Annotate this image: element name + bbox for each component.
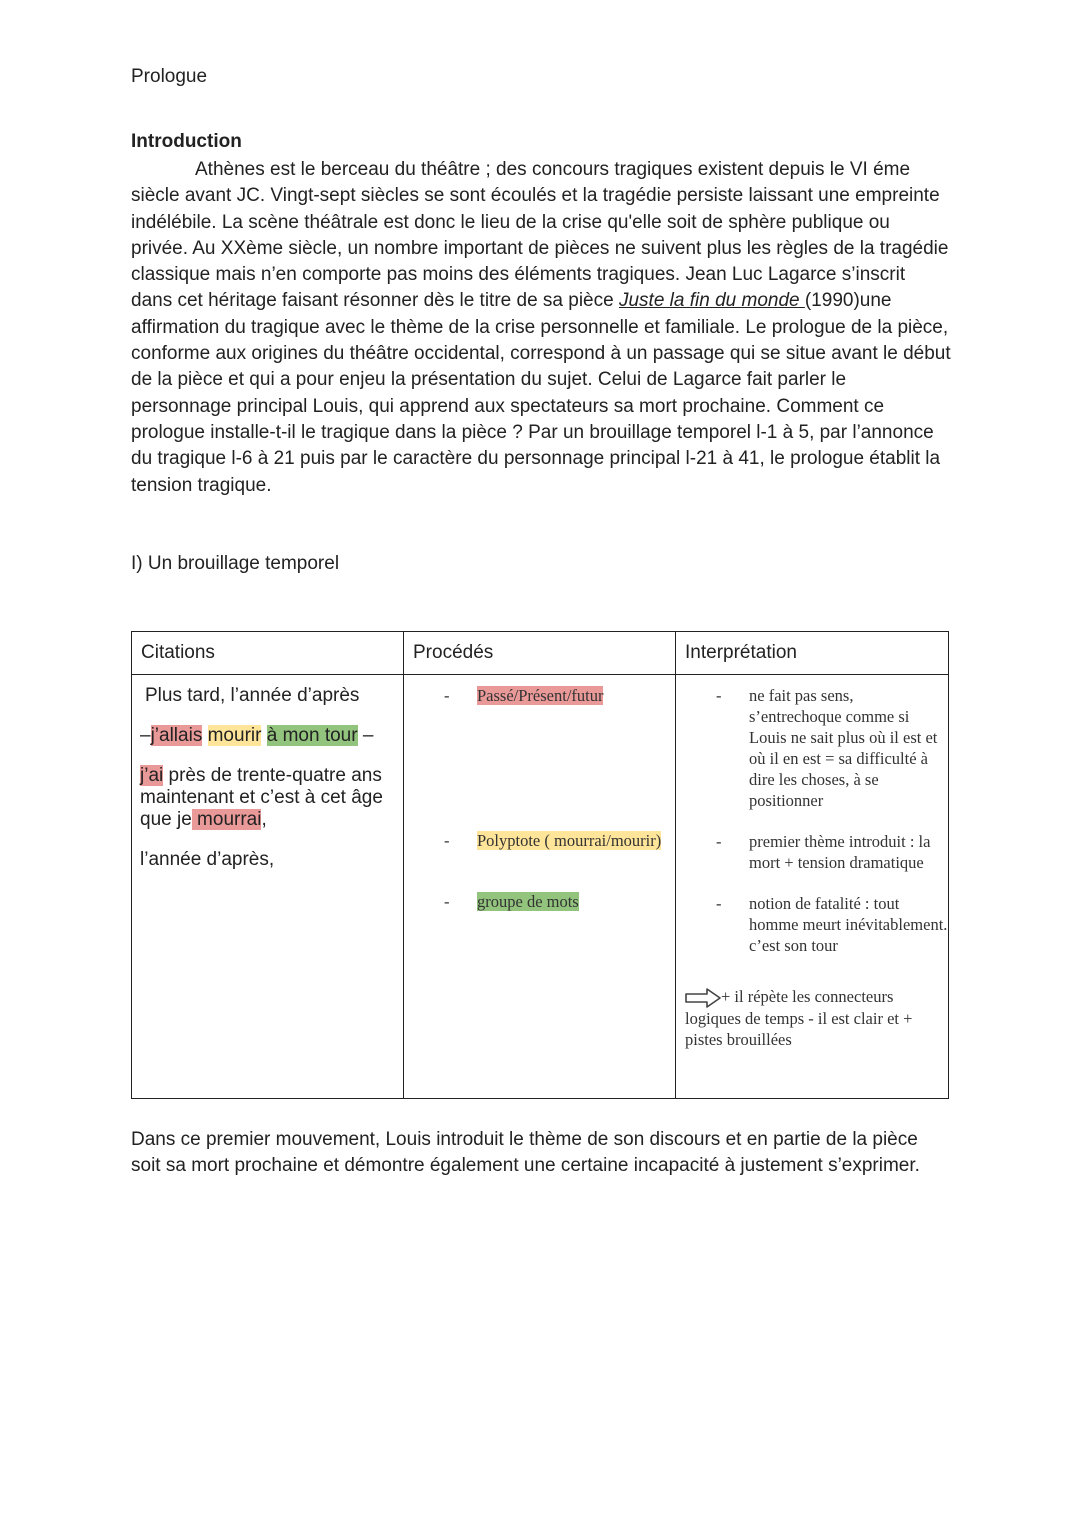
highlight-yellow: mourir [207, 725, 262, 746]
interpretation-text: premier thème introduit : la mort + tension dramatique [749, 832, 931, 872]
bullet-dash: - [716, 832, 722, 851]
interpretation-text: notion de fatalité : tout homme meurt inévitablement. c’est son tour [749, 894, 948, 955]
citation-3 [140, 765, 395, 831]
procedes-cell [404, 675, 676, 1099]
citation-space [261, 725, 266, 746]
intro-text-part2: (1990)une affirmation du tragique avec le thème de la crise personnelle et familiale. Le prologue de la pièce, conforme aux origines du théâtre occidental, correspond à un passage qui se situe avant le début de la pièce et qui a pour enjeu la présentation du sujet. Celui de Lagarce fait parler le personnage principal Louis, qui apprend aux spectateurs sa mort prochaine. Comment ce prologue installe-t-il le tragique dans la pièce ? Par un brouillage temporel l-1 à 5, par l’annonce du tragique l-6 à 21 puis par le caractère du personnage principal l-21 à 41, le prologue établit la tension tragique. [131, 290, 951, 496]
highlight-green: à mon tour [266, 725, 358, 746]
procede-item-2 [404, 830, 675, 851]
right-arrow-icon [685, 988, 721, 1008]
header-procedes: Procédés [404, 632, 676, 675]
procede-item-3 [404, 891, 675, 912]
intro-text-part1: Athènes est le berceau du théâtre ; des concours tragiques existent depuis le VI éme siècle avant JC. Vingt-sept siècles se sont écoulés et la tragédie persiste laissant une empreinte indélébile. La scène théâtrale est donc le lieu de la crise qu'elle soit de sphère publique ou privée. Au XXème siècle, un nombre important de pièces ne suivent plus les règles de la tragédie classique mais n’en comporte pas moins des éléments tragiques. Jean Luc Lagarce s’inscrit dans cet héritage faisant résonner dès le titre de sa pièce [131, 159, 949, 312]
analysis-table [131, 631, 949, 1099]
highlight-yellow: Polyptote ( mourrai/mourir) [477, 831, 662, 850]
header-interpretation: Interprétation [676, 632, 949, 675]
bullet-dash: - [716, 686, 722, 705]
highlight-red: mourrai [191, 809, 262, 830]
interpretation-item-2 [676, 831, 948, 873]
citation-dash: – [357, 725, 374, 746]
header-citations: Citations [132, 632, 404, 675]
citation-text: , [261, 809, 267, 830]
introduction-heading: Introduction [131, 131, 242, 152]
interpretation-note-text: + il répète les connecteurs logiques de temps - il est clair et + pistes brouillées [685, 987, 913, 1050]
interpretation-item-1 [676, 685, 948, 811]
interpretation-cell [676, 675, 949, 1099]
citation-text: près de trente-quatre ans maintenant et c’est à cet âge que je [140, 765, 383, 830]
interpretation-item-3 [676, 893, 948, 956]
highlight-red: j’allais [150, 725, 203, 746]
conclusion-paragraph: Dans ce premier mouvement, Louis introduit le thème de son discours et en partie de la pièce soit sa mort prochaine et démontre également une certaine incapacité à justement s’exprimer. [131, 1129, 920, 1177]
bullet-dash: - [444, 686, 450, 705]
section-heading: I) Un brouillage temporel [131, 553, 340, 574]
bullet-dash: - [716, 894, 722, 913]
table-header-row [132, 632, 949, 675]
introduction-paragraph [131, 157, 951, 499]
highlight-red: j’ai [140, 765, 164, 786]
table-row [132, 675, 949, 1099]
citation-2 [140, 725, 395, 747]
interpretation-text: ne fait pas sens, s’entrechoque comme si Louis ne sait plus où il est et où il en est = sa difficulté à dire les choses, à se positionner [749, 686, 938, 810]
citation-dash: – [140, 725, 151, 746]
document-title: Prologue [131, 66, 208, 87]
citation-1: Plus tard, l’année d’après [145, 685, 360, 706]
citation-4: l’année d’après, [140, 849, 275, 870]
bullet-dash: - [444, 892, 450, 911]
bullet-dash: - [444, 831, 450, 850]
interpretation-note [676, 986, 948, 1050]
procede-item-1 [404, 685, 675, 706]
highlight-green: groupe de mots [477, 892, 579, 911]
highlight-red: Passé/Présent/futur [477, 686, 604, 705]
work-title: Juste la fin du monde [618, 290, 805, 312]
citations-cell [132, 675, 404, 1099]
